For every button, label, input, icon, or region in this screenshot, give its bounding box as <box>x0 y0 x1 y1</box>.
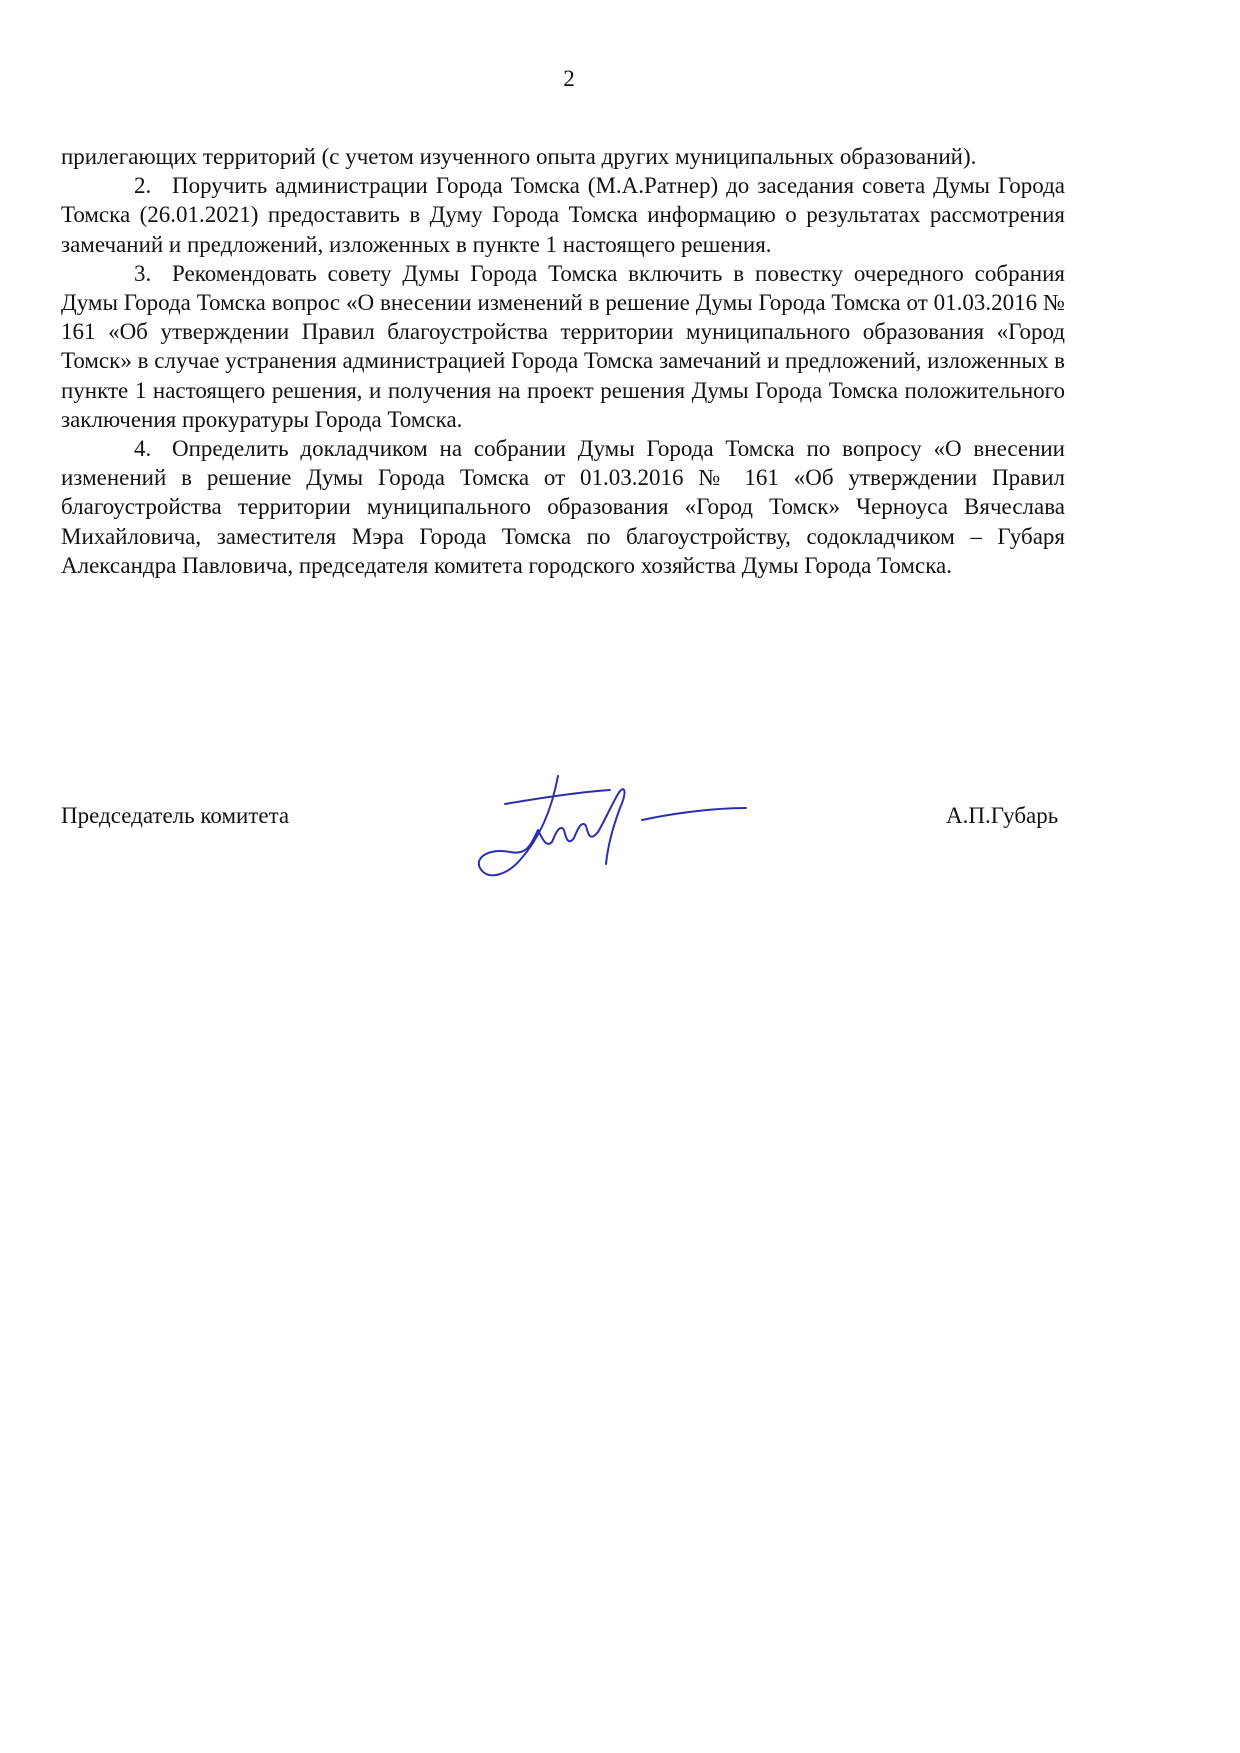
paragraph-text: Определить докладчиком на собрании Думы Города Томска по вопросу «О внесении изменений в решение Думы Города Томска от 01.03.2016 № 161 «Об утверждении Правил благоустройства территории муниципального образования «Город Томск» Черноуса Вячеслава Михайловича, заместителя Мэра Города Томска по благоустройству, содокладчиком – Губаря Александра Павловича, председателя комитета городского хозяйства Думы Города Томска. <box>61 436 1065 578</box>
paragraph-text: прилегающих территорий (с учетом изученного опыта других муниципальных образований). <box>61 144 977 169</box>
paragraph-item-2 <box>61 171 1065 259</box>
handwritten-signature <box>470 768 780 898</box>
paragraph-continuation <box>61 142 1065 171</box>
document-body <box>61 142 1065 580</box>
signatory-name: А.П.Губарь <box>946 803 1059 828</box>
signature-stroke <box>642 808 746 820</box>
paragraph-number: 4. <box>134 436 152 462</box>
paragraph-text: Рекомендовать совету Думы Города Томска включить в повестку очередного собрания Думы Города Томска вопрос «О внесении изменений в решение Думы Города Томска от 01.03.2016 № 161 «Об утверждении Правил благоустройства территории муниципального образования «Город Томск» в случае устранения администрацией Города Томска замечаний и предложений, изложенных в пункте 1 настоящего решения, и получения на проект решения Думы Города Томска положительного заключения прокуратуры Города Томска. <box>61 260 1065 432</box>
page-number: 2 <box>563 66 575 91</box>
paragraph-item-4 <box>61 434 1065 580</box>
paragraph-text: Поручить администрации Города Томска (М.А.Ратнер) до заседания совета Думы Города Томска (26.01.2021) предоставить в Думу Города Томска информацию о результатах рассмотрения замечаний и предложений, изложенных в пункте 1 настоящего решения. <box>61 173 1065 257</box>
signature-stroke <box>479 776 625 875</box>
paragraph-number: 2. <box>134 173 152 199</box>
paragraph-number: 3. <box>134 260 152 286</box>
paragraph-item-3 <box>61 259 1065 434</box>
signatory-role: Председатель комитета <box>61 803 290 828</box>
